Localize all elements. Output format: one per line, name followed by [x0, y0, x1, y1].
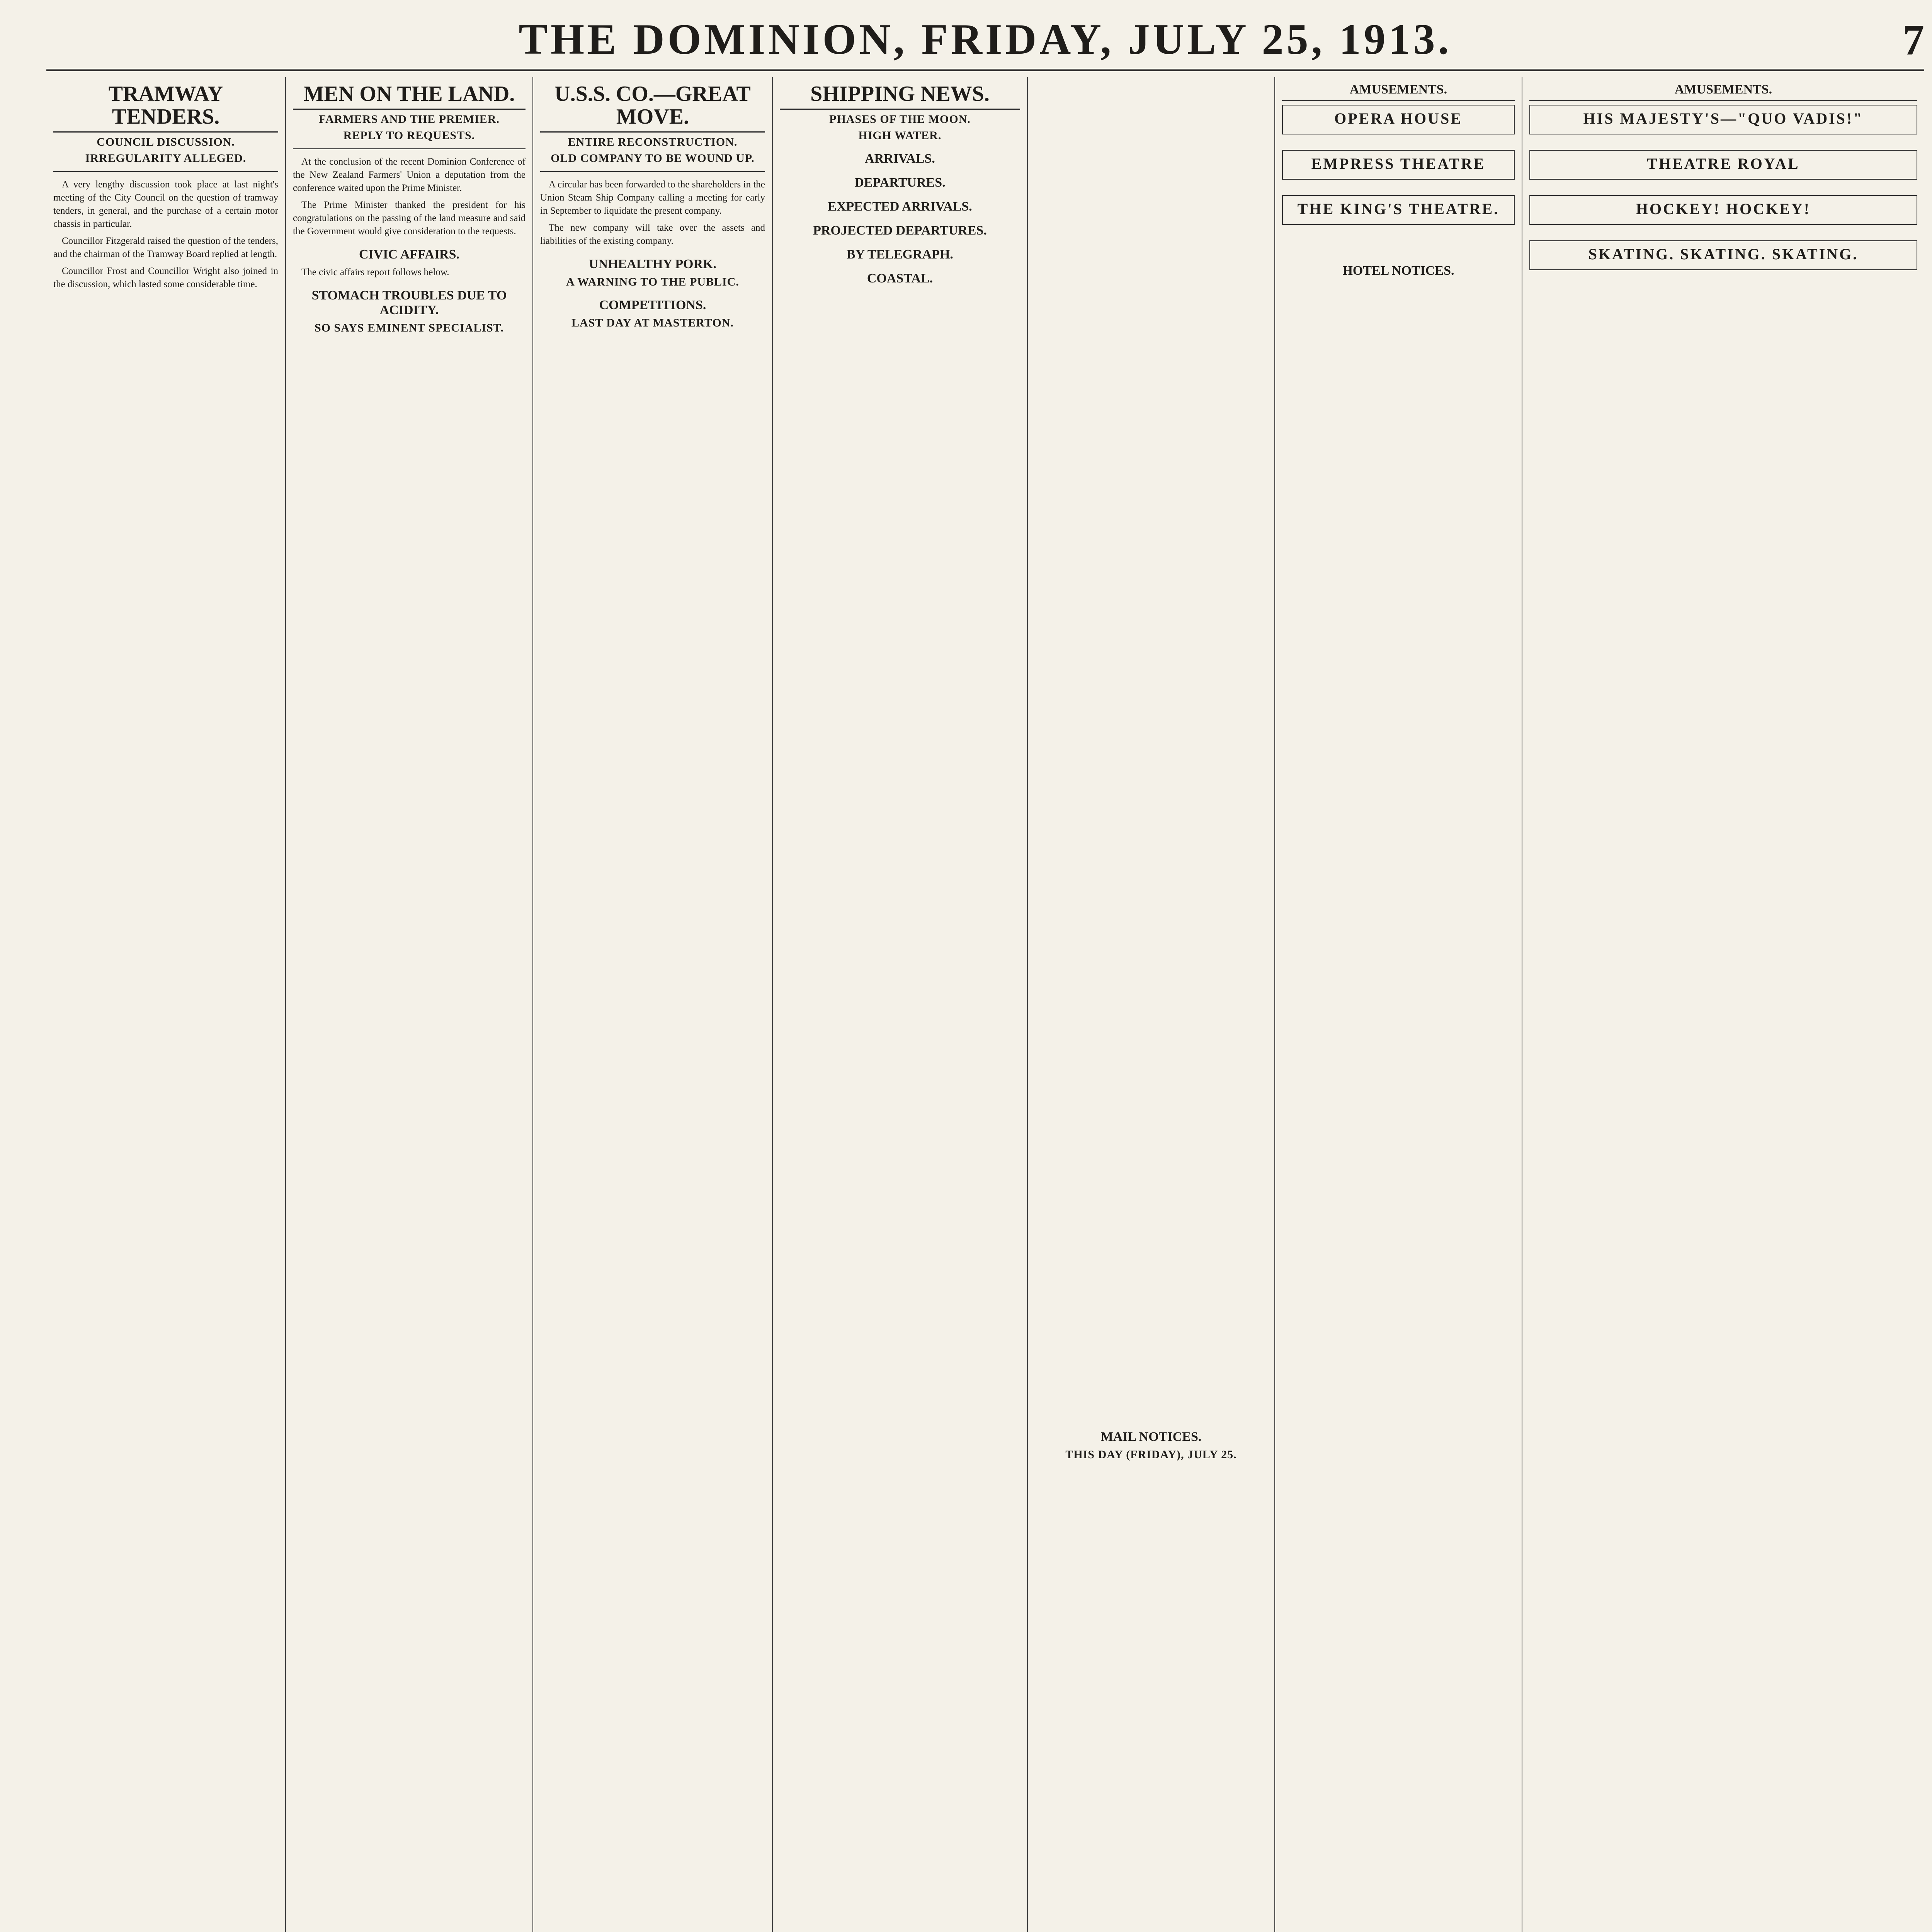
subhead-1: COUNCIL DISCUSSION. [97, 135, 235, 148]
subhead-masterton: LAST DAY AT MASTERTON. [571, 316, 734, 329]
subhead-1: ENTIRE RECONSTRUCTION. [568, 135, 738, 148]
kings-theatre-ad [1282, 195, 1515, 225]
subhead-2: OLD COMPANY TO BE WOUND UP. [551, 151, 755, 165]
section-unhealthy-pork: UNHEALTHY PORK. [589, 257, 716, 271]
divider [53, 171, 278, 172]
section-stomach-troubles: STOMACH TROUBLES DUE TO ACIDITY. [311, 288, 507, 317]
masthead [46, 11, 1924, 71]
his-majestys-ad [1529, 105, 1917, 134]
section-hotel-notices: HOTEL NOTICES. [1342, 263, 1454, 278]
article-paragraph: The new company will take over the assets and liabilities of the existing company. [540, 222, 765, 246]
section-expected-arrivals: EXPECTED ARRIVALS. [828, 199, 972, 214]
empress-theatre-title: EMPRESS THEATRE [1311, 155, 1486, 172]
article-paragraph: A circular has been forwarded to the shareholders in the Union Steam Ship Company calling a meeting for early in September to liquidate the present company. [540, 179, 765, 216]
article-paragraph: Councillor Frost and Councillor Wright also joined in the discussion, which lasted some considerable time. [53, 265, 278, 289]
column-uss-co [533, 77, 773, 1932]
article-paragraph: At the conclusion of the recent Dominion Conference of the New Zealand Farmers' Union a deputation from the conference waited upon the Prime Minister. [293, 156, 526, 193]
kings-theatre-title: THE KING'S THEATRE. [1297, 200, 1500, 218]
section-amusements-2: AMUSEMENTS. [1529, 83, 1917, 101]
empress-theatre-ad [1282, 150, 1515, 180]
article-paragraph: Councillor Fitzgerald raised the question of the tenders, and the chairman of the Tramway Board replied at length. [53, 235, 278, 259]
divider [293, 148, 526, 149]
opera-house-title: OPERA HOUSE [1334, 109, 1463, 127]
column-shipping [773, 77, 1028, 1932]
newspaper-columns [46, 77, 1924, 1932]
section-by-telegraph: BY TELEGRAPH. [847, 247, 953, 262]
article-paragraph: The Prime Minister thanked the president for his congratulations on the passing of the land measure and said the Government would give consideration to the requests. [293, 199, 526, 236]
subhead-high-water: HIGH WATER. [858, 129, 942, 142]
subhead-mail-date: THIS DAY (FRIDAY), JULY 25. [1065, 1448, 1237, 1461]
skating-title: SKATING. SKATING. SKATING. [1588, 245, 1859, 263]
section-projected-departures: PROJECTED DEPARTURES. [813, 223, 987, 238]
headline-tramway: TRAMWAY TENDERS. [53, 83, 278, 133]
masthead-title: THE DOMINION, FRIDAY, JULY 25, 1913. [519, 15, 1452, 63]
page-number: 7 [1903, 16, 1924, 64]
headline-uss-co: U.S.S. CO.—GREAT MOVE. [540, 83, 765, 133]
opera-house-ad [1282, 105, 1515, 134]
divider [540, 171, 765, 172]
theatre-royal-title: THEATRE ROYAL [1647, 155, 1800, 172]
column-tramway [46, 77, 286, 1932]
column-amusements-2 [1522, 77, 1924, 1932]
hockey-title: HOCKEY! HOCKEY! [1636, 200, 1811, 218]
subhead-moon: PHASES OF THE MOON. [829, 112, 971, 126]
section-departures: DEPARTURES. [854, 175, 946, 190]
skating-ad [1529, 240, 1917, 270]
subhead-2: REPLY TO REQUESTS. [343, 129, 475, 142]
subhead-1: FARMERS AND THE PREMIER. [319, 112, 500, 126]
column-amusements-hotels [1275, 77, 1522, 1932]
subhead-2: IRREGULARITY ALLEGED. [85, 151, 247, 165]
section-competitions: COMPETITIONS. [599, 298, 706, 312]
section-mail-notices: MAIL NOTICES. [1100, 1430, 1202, 1444]
hockey-ad [1529, 195, 1917, 225]
headline-shipping: SHIPPING NEWS. [780, 83, 1020, 110]
column-men-on-land [286, 77, 533, 1932]
his-majestys-title: HIS MAJESTY'S—"QUO VADIS!" [1583, 109, 1864, 127]
subhead-specialist: SO SAYS EMINENT SPECIALIST. [315, 321, 504, 334]
article-paragraph: A very lengthy discussion took place at last night's meeting of the City Council on the question of tramway tenders, in general, and the purchase of a certain motor chassis in particular. [53, 179, 278, 229]
theatre-royal-ad [1529, 150, 1917, 180]
subhead-warning: A WARNING TO THE PUBLIC. [566, 275, 739, 288]
section-amusements: AMUSEMENTS. [1282, 83, 1515, 101]
section-coastal: COASTAL. [867, 271, 933, 286]
column-mail-weather [1028, 77, 1275, 1932]
article-paragraph: The civic affairs report follows below. [301, 267, 449, 277]
section-civic-affairs: CIVIC AFFAIRS. [359, 247, 460, 262]
headline-men-on-land: MEN ON THE LAND. [293, 83, 526, 110]
section-arrivals: ARRIVALS. [865, 151, 935, 166]
